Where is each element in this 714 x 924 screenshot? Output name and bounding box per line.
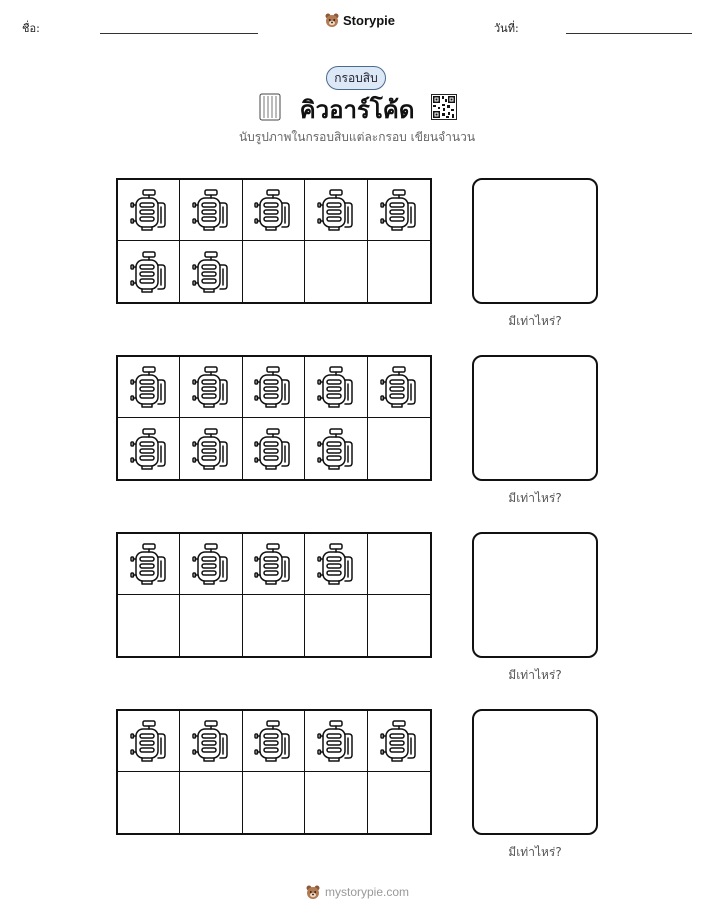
ten-frame-cell: [243, 241, 305, 302]
date-label: วันที่:: [494, 22, 519, 35]
ten-frame-cell: [118, 418, 180, 479]
engine-block-icon: [191, 365, 231, 409]
footer-url: mystorypie.com: [324, 885, 410, 899]
ten-frame-cell: [180, 595, 242, 656]
instruction-text: นับรูปภาพในกรอบสิบแต่ละกรอบ เขียนจำนวน: [238, 130, 476, 144]
topic-badge: กรอบสิบ: [326, 66, 386, 90]
engine-block-icon: [129, 542, 169, 586]
brand: [324, 12, 395, 28]
ten-frame-cell: [180, 534, 242, 595]
engine-block-icon: [191, 250, 231, 294]
ten-frame-cell: [368, 595, 430, 656]
engine-block-icon: [129, 188, 169, 232]
ten-frame-cell: [180, 241, 242, 302]
ten-frame-cell: [368, 534, 430, 595]
ten-frame-cell: [118, 180, 180, 241]
engine-block-icon: [129, 719, 169, 763]
ten-frame: [116, 532, 432, 658]
ten-frame-cell: [368, 180, 430, 241]
ten-frame-cell: [243, 180, 305, 241]
engine-block-icon: [316, 542, 356, 586]
bear-logo-icon: [324, 12, 340, 28]
ten-frame-cell: [305, 357, 367, 418]
answer-box[interactable]: [472, 709, 598, 835]
engine-block-icon: [379, 188, 419, 232]
engine-block-icon: [253, 719, 293, 763]
answer-box[interactable]: [472, 532, 598, 658]
ten-frame: [116, 178, 432, 304]
how-many-label: มีเท่าไหร่?: [508, 668, 562, 682]
engine-block-icon: [253, 365, 293, 409]
ten-frame-cell: [180, 357, 242, 418]
ten-frame-cell: [305, 534, 367, 595]
engine-block-icon: [316, 719, 356, 763]
bear-logo-icon: [305, 884, 321, 900]
ten-frame-cell: [305, 180, 367, 241]
engine-block-icon: [379, 365, 419, 409]
ten-frame-cell: [243, 534, 305, 595]
engine-block-icon: [191, 188, 231, 232]
ten-frame-cell: [243, 418, 305, 479]
engine-block-icon: [253, 188, 293, 232]
ten-frame-cell: [368, 357, 430, 418]
ten-frame-cell: [305, 772, 367, 833]
engine-block-icon: [316, 427, 356, 471]
qr-code-icon: [431, 94, 457, 120]
engine-block-icon: [191, 719, 231, 763]
name-field[interactable]: [100, 33, 258, 34]
engine-block-icon: [316, 188, 356, 232]
ten-frame-cell: [243, 595, 305, 656]
ten-frame-cell: [368, 241, 430, 302]
answer-box[interactable]: [472, 355, 598, 481]
engine-block-icon: [379, 719, 419, 763]
ten-frame-cell: [118, 241, 180, 302]
engine-block-icon: [253, 427, 293, 471]
ten-frame-cell: [368, 772, 430, 833]
engine-block-icon: [129, 427, 169, 471]
footer: [0, 884, 714, 900]
ten-frame-cell: [180, 772, 242, 833]
ten-frame-cell: [368, 711, 430, 772]
answer-box[interactable]: [472, 178, 598, 304]
ten-frame-cell: [180, 418, 242, 479]
ten-frame-cell: [368, 418, 430, 479]
ten-frame-cell: [305, 241, 367, 302]
ten-frame-cell: [305, 418, 367, 479]
ten-frame-cell: [243, 772, 305, 833]
how-many-label: มีเท่าไหร่?: [508, 491, 562, 505]
ten-frame-cell: [243, 711, 305, 772]
ten-frame-cell: [180, 180, 242, 241]
ten-frame-cell: [118, 772, 180, 833]
engine-block-icon: [253, 542, 293, 586]
ten-frame-cell: [243, 357, 305, 418]
ten-frame-cell: [180, 711, 242, 772]
ten-frame-cell: [118, 595, 180, 656]
date-field[interactable]: [566, 33, 692, 34]
how-many-label: มีเท่าไหร่?: [508, 314, 562, 328]
ten-frame-cell: [305, 711, 367, 772]
name-label: ชื่อ:: [22, 22, 40, 35]
engine-block-icon: [191, 542, 231, 586]
ten-frame: [116, 355, 432, 481]
engine-block-icon: [129, 365, 169, 409]
ten-frame-cell: [118, 534, 180, 595]
brand-name: Storypie: [343, 12, 396, 28]
ten-frame-cell: [305, 595, 367, 656]
engine-block-icon: [129, 250, 169, 294]
ten-frame-cell: [118, 357, 180, 418]
engine-block-icon: [191, 427, 231, 471]
engine-block-icon: [316, 365, 356, 409]
ten-frame: [116, 709, 432, 835]
page-title: คิวอาร์โค้ด: [299, 96, 415, 124]
ten-frame-cell: [118, 711, 180, 772]
how-many-label: มีเท่าไหร่?: [508, 845, 562, 859]
